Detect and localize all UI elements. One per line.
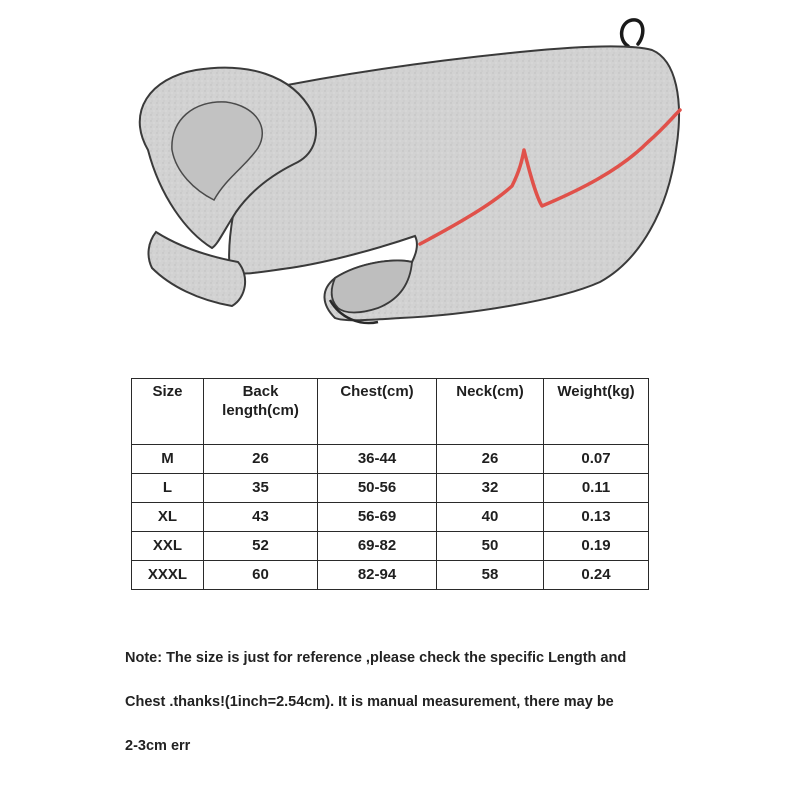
cell-size: XXXL <box>132 561 204 590</box>
hanging-loop <box>622 20 643 46</box>
cell-neck: 40 <box>437 503 544 532</box>
cell-back-length: 43 <box>204 503 318 532</box>
cell-size: M <box>132 445 204 474</box>
table-header-row <box>132 379 649 445</box>
cell-back-length: 52 <box>204 532 318 561</box>
header-chest: Chest(cm) <box>318 379 437 445</box>
note-line-2: Chest .thanks!(1inch=2.54cm). It is manual measurement, there may be <box>125 694 614 710</box>
cell-chest: 82-94 <box>318 561 437 590</box>
cell-chest: 69-82 <box>318 532 437 561</box>
header-back-length: Back length(cm) <box>204 379 318 445</box>
table-row <box>132 532 649 561</box>
note-line-1: Note: The size is just for reference ,please check the specific Length and <box>125 650 627 666</box>
header-neck: Neck(cm) <box>437 379 544 445</box>
cell-back-length: 35 <box>204 474 318 503</box>
cell-weight: 0.11 <box>544 474 649 503</box>
header-size: Size <box>132 379 204 445</box>
cell-chest: 56-69 <box>318 503 437 532</box>
cell-size: XL <box>132 503 204 532</box>
header-weight: Weight(kg) <box>544 379 649 445</box>
cell-weight: 0.24 <box>544 561 649 590</box>
cell-back-length: 26 <box>204 445 318 474</box>
dog-coat-illustration <box>0 0 800 360</box>
cell-neck: 58 <box>437 561 544 590</box>
cell-weight: 0.19 <box>544 532 649 561</box>
table-row <box>132 445 649 474</box>
size-chart-table <box>131 378 649 590</box>
table-row <box>132 561 649 590</box>
cell-neck: 26 <box>437 445 544 474</box>
cell-neck: 50 <box>437 532 544 561</box>
cell-size: XXL <box>132 532 204 561</box>
cell-chest: 50-56 <box>318 474 437 503</box>
table-row <box>132 503 649 532</box>
cell-chest: 36-44 <box>318 445 437 474</box>
note-line-3: 2-3cm err <box>125 738 191 754</box>
coat-body <box>229 46 679 320</box>
table-row <box>132 474 649 503</box>
cell-back-length: 60 <box>204 561 318 590</box>
cell-weight: 0.07 <box>544 445 649 474</box>
cell-neck: 32 <box>437 474 544 503</box>
cell-size: L <box>132 474 204 503</box>
cell-weight: 0.13 <box>544 503 649 532</box>
